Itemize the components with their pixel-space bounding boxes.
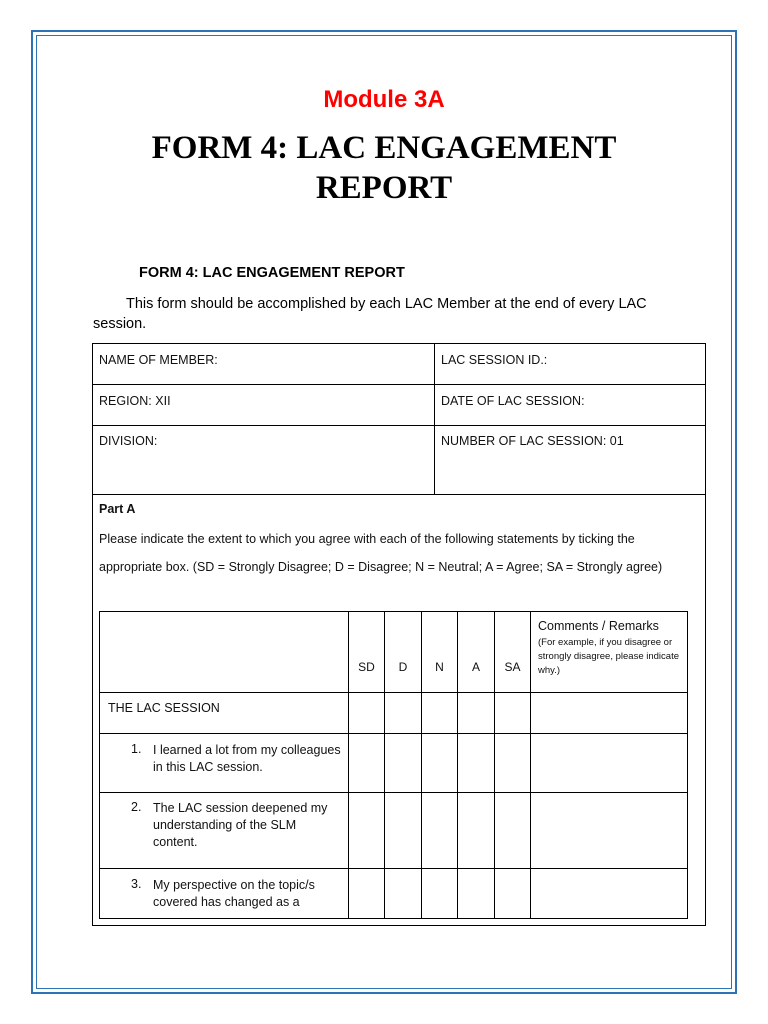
statement-text: The LAC session deepened my understanding of the SLM content. bbox=[153, 801, 328, 849]
row-divider bbox=[93, 494, 705, 495]
rating-row-divider bbox=[100, 868, 687, 869]
page-title bbox=[0, 128, 768, 208]
rating-col-divider bbox=[457, 612, 458, 918]
column-divider bbox=[434, 344, 435, 494]
rating-col-divider bbox=[421, 612, 422, 918]
page-title-line-2: REPORT bbox=[315, 170, 453, 206]
rating-row-divider bbox=[100, 733, 687, 734]
column-header-a: A bbox=[471, 660, 480, 674]
engagement-form-table bbox=[92, 343, 706, 926]
division-field[interactable]: DIVISION: bbox=[99, 434, 158, 448]
number-of-lac-session-field[interactable]: NUMBER OF LAC SESSION: 01 bbox=[441, 434, 624, 448]
comments-header: Comments / Remarks bbox=[538, 619, 659, 633]
page-title-line-1: FORM 4: LAC ENGAGEMENT bbox=[151, 130, 617, 166]
part-a-instructions: Please indicate the extent to which you agree with each of the following statements by ticking the appropriate box. (SD = Strongly Disagree; D = Disagree; N = Neutral; A = Agree; SA = Strongly agree) bbox=[99, 532, 663, 574]
section-label: THE LAC SESSION bbox=[108, 701, 220, 715]
statement-number: 3. bbox=[131, 877, 142, 891]
rating-col-divider bbox=[530, 612, 531, 918]
rating-row-divider bbox=[100, 792, 687, 793]
column-header-sd: SD bbox=[358, 660, 375, 674]
rating-col-divider bbox=[348, 612, 349, 918]
form-subtitle: FORM 4: LAC ENGAGEMENT REPORT bbox=[139, 265, 405, 281]
lac-session-id-field[interactable]: LAC SESSION ID.: bbox=[441, 353, 548, 367]
name-of-member-field[interactable]: NAME OF MEMBER: bbox=[99, 353, 218, 367]
rating-row-divider bbox=[100, 692, 687, 693]
statement-text: My perspective on the topic/s covered has changed as a bbox=[153, 878, 315, 909]
comments-note: (For example, if you disagree or strongly disagree, please indicate why.) bbox=[538, 637, 680, 676]
rating-col-divider bbox=[384, 612, 385, 918]
intro-paragraph: This form should be accomplished by each LAC Member at the end of every LAC session. bbox=[93, 296, 647, 332]
region-field[interactable]: REGION: XII bbox=[99, 394, 171, 408]
column-header-sa: SA bbox=[504, 660, 521, 674]
column-header-d: D bbox=[398, 660, 408, 674]
module-label: Module 3A bbox=[323, 86, 445, 113]
statement-number: 2. bbox=[131, 800, 142, 814]
statement-text: I learned a lot from my colleagues in this LAC session. bbox=[153, 743, 341, 774]
statement-number: 1. bbox=[131, 742, 142, 756]
date-of-lac-session-field[interactable]: DATE OF LAC SESSION: bbox=[441, 394, 585, 408]
part-a-heading: Part A bbox=[99, 502, 136, 516]
row-divider bbox=[93, 425, 705, 426]
rating-table bbox=[99, 611, 688, 919]
column-header-n: N bbox=[435, 660, 444, 674]
row-divider bbox=[93, 384, 705, 385]
rating-col-divider bbox=[494, 612, 495, 918]
